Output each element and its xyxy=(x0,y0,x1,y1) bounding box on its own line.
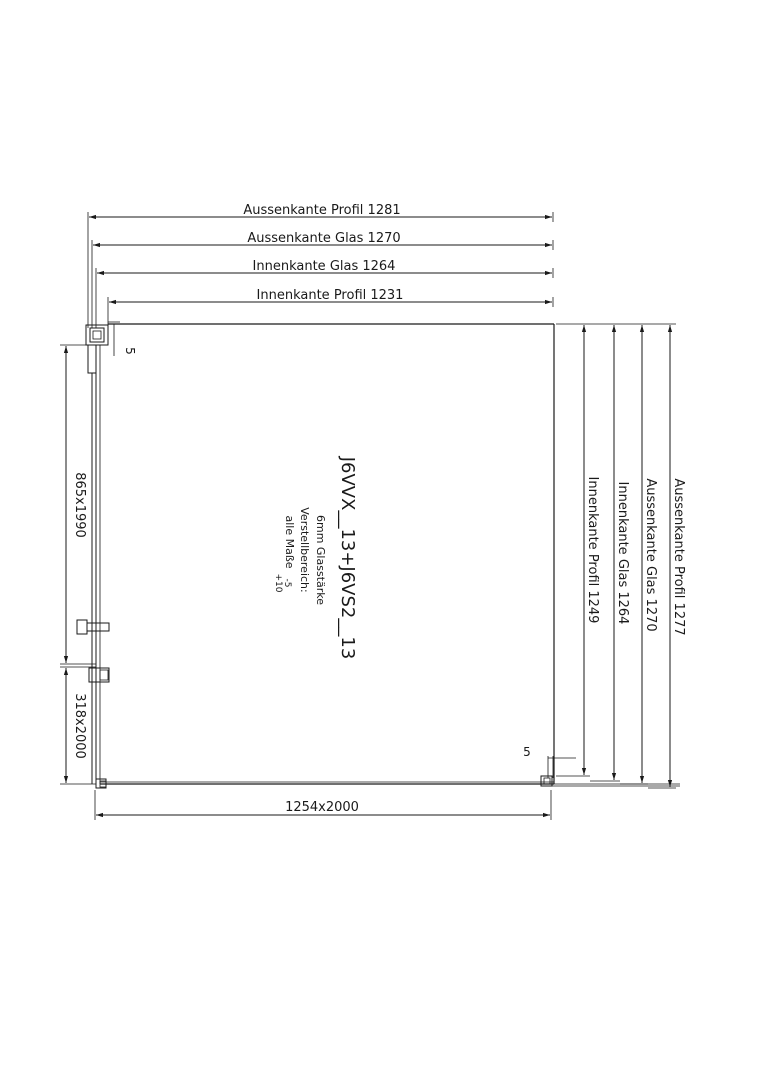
top-dim-label-1281: Aussenkante Profil 1281 xyxy=(243,203,401,218)
offset-top-left xyxy=(108,322,137,356)
right-dim-label-1249: Innenkante Profil 1249 xyxy=(585,476,600,624)
top-dimension-aussenkante-glas xyxy=(92,231,553,328)
offset-top-left-label: 5 xyxy=(123,347,137,355)
bottom-dim-label-1254x2000: 1254x2000 xyxy=(285,800,359,815)
left-wall-profile xyxy=(86,325,108,784)
offset-bottom-right xyxy=(523,745,576,778)
left-dimension-door-panel xyxy=(60,345,96,664)
left-dimension-fixed-panel xyxy=(60,667,96,784)
top-dim-label-1231: Innenkante Profil 1231 xyxy=(256,288,404,303)
door-handle xyxy=(77,620,109,665)
tolerance-plus: +10 xyxy=(273,573,283,593)
right-dim-label-1264: Innenkante Glas 1264 xyxy=(615,481,630,625)
model-code: J6VVX__13+J6VS2__13 xyxy=(337,456,358,660)
tolerance-label: alle Maße xyxy=(283,515,296,569)
right-dimension-innenkante-profil xyxy=(556,324,600,776)
top-dim-label-1270: Aussenkante Glas 1270 xyxy=(247,231,401,246)
right-dim-label-1270: Aussenkante Glas 1270 xyxy=(643,478,658,632)
tolerance-minus: -5 xyxy=(282,578,292,588)
bottom-dimension xyxy=(95,790,551,820)
glass-thickness-note: 6mm Glasstärke xyxy=(314,514,327,606)
offset-bottom-right-label: 5 xyxy=(523,745,531,759)
top-dim-label-1264: Innenkante Glas 1264 xyxy=(252,259,396,274)
right-dim-label-1277: Aussenkante Profil 1277 xyxy=(671,478,686,636)
left-dim-label-865x1990: 865x1990 xyxy=(72,472,87,538)
center-notes xyxy=(273,456,358,660)
adjustment-range-label: Verstellbereich: xyxy=(298,507,311,593)
left-dim-label-318x2000: 318x2000 xyxy=(72,693,87,759)
top-dimension-innenkante-profil xyxy=(108,288,553,328)
